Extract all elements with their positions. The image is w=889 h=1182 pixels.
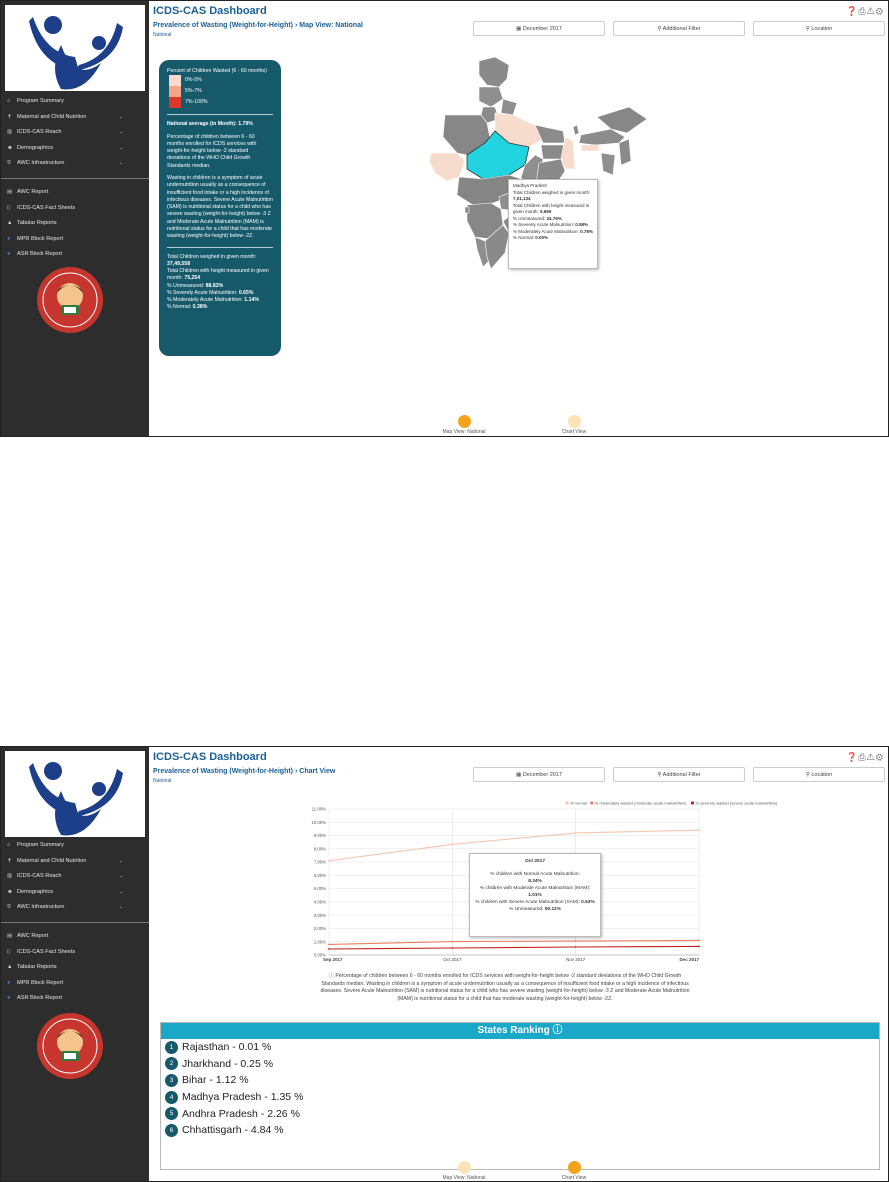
chart-view-screen [0, 746, 889, 1182]
rank-badge: 4 [165, 1091, 178, 1104]
state-assam[interactable] [579, 129, 625, 145]
settings-icon[interactable]: ⚙ [875, 752, 884, 762]
y-tick-label: 0.00% [313, 952, 326, 958]
additional-filter-button[interactable]: ⚲ Additional Filter [613, 767, 745, 782]
divider [167, 247, 273, 248]
breadcrumb-view: Chart View [299, 768, 336, 775]
data-point [575, 832, 577, 834]
inactive-view-dot [568, 415, 581, 428]
chevron-down-icon: ⌄ [118, 873, 123, 880]
stat-line: % Normal: 0.38% [167, 304, 208, 311]
map-marker-icon: ⚲ [805, 772, 812, 778]
y-tick-label: 5.00% [313, 886, 326, 892]
states-ranking-table [160, 1022, 880, 1170]
ranking-row [161, 1089, 879, 1106]
x-tick-label: Nov 2017 [566, 957, 586, 962]
state-nagaland-manipur[interactable] [619, 139, 631, 165]
rank-badge: 2 [165, 1057, 178, 1070]
tooltip-line: % children with Normal Acute Malnutrition: 8.34% [490, 871, 580, 884]
y-tick-label: 3.00% [313, 912, 326, 918]
app-title: ICDS-CAS Dashboard [153, 751, 267, 763]
calendar-icon: ▦ [516, 772, 523, 778]
stat-line: % Severely Acute Malnutrition: 0.65% [167, 289, 254, 296]
chevron-down-icon: ⌄ [118, 904, 123, 911]
header-icons [846, 752, 884, 763]
document-icon: ▯ [7, 204, 11, 211]
active-view-dot [458, 415, 471, 428]
breadcrumb-indicator[interactable]: Prevalence of Wasting (Weight-for-Height) [153, 22, 294, 29]
search-icon: ⚲ [657, 26, 663, 32]
state-meghalaya[interactable] [581, 145, 599, 151]
warning-icon: ▲ [7, 220, 13, 227]
chevron-down-icon: ⌄ [118, 857, 123, 864]
ranking-label: Chhattisgarh - 4.84 % [182, 1124, 284, 1137]
primary-nav [1, 94, 149, 263]
state-uttarakhand[interactable] [501, 99, 517, 115]
legend-marker [590, 801, 593, 804]
header-icons [846, 6, 884, 17]
map-view-toggle[interactable]: Map View: National [432, 415, 496, 435]
rank-badge: 5 [165, 1107, 178, 1120]
nav-tabular-reports[interactable]: ▲ Tabular Reports [1, 216, 149, 232]
additional-filter-button[interactable]: ⚲ Additional Filter [613, 21, 745, 36]
help-icon[interactable]: ❓ [846, 6, 859, 16]
y-tick-label: 2.00% [313, 926, 326, 932]
users-icon: ☻ [7, 888, 13, 895]
tooltip-line: % Moderately Acute Malnutrition: 0.78% [513, 228, 593, 234]
icds-logo [5, 5, 145, 91]
date-filter-button[interactable]: ▦ December 2017 [473, 767, 605, 782]
nav-awc-report[interactable]: ▤ AWC Report [1, 185, 149, 201]
inactive-view-dot [458, 1161, 471, 1174]
legend-item: 0%-5% [169, 75, 273, 86]
rank-badge: 3 [165, 1074, 178, 1087]
y-tick-label: 7.00% [313, 859, 326, 865]
location-filter-button[interactable]: ⚲ Location [753, 21, 885, 36]
national-stats [167, 254, 273, 312]
state-sikkim[interactable] [573, 125, 579, 135]
legend-item: 7%-100% [169, 97, 273, 108]
block-report-icon: ● [7, 251, 11, 258]
nav-mpr-block-report[interactable]: ● MPR Block Report [1, 976, 149, 992]
tooltip-title: Oct 2017 [524, 859, 545, 864]
chevron-down-icon: ⌄ [118, 160, 123, 167]
block-report-icon: ● [7, 979, 11, 986]
tooltip-line: % Severely Acute Malnutrition: 0.58% [513, 222, 589, 228]
state-himachal-punjab[interactable] [479, 87, 503, 107]
chevron-down-icon: ⌄ [118, 113, 123, 120]
nav-mpr-block-report[interactable]: ● MPR Block Report [1, 232, 149, 248]
stat-line: Total Children weighed in given month: 37,49,558 [167, 253, 257, 267]
tooltip-title: Madhya Pradesh [513, 183, 548, 188]
primary-nav [1, 838, 149, 1007]
data-point [698, 829, 700, 831]
report-icon: ▤ [7, 188, 13, 195]
child-icon: ✝ [7, 857, 12, 864]
legend-swatch [169, 97, 181, 108]
beti-bachao-logo [37, 1013, 103, 1079]
ranking-label: Andhra Pradesh - 2.26 % [182, 1107, 300, 1120]
home-icon: ⌂ [7, 842, 11, 848]
chevron-down-icon: ⌄ [118, 129, 123, 136]
main-content [149, 747, 888, 1181]
ranking-row [161, 1056, 879, 1073]
main-content [149, 1, 888, 436]
nav-divider [1, 178, 149, 179]
nav-demographics[interactable]: ☻ Demographics ⌄ [1, 141, 149, 157]
rank-badge: 6 [165, 1124, 178, 1137]
y-tick-label: 1.00% [313, 939, 326, 945]
tooltip-line: % Normal: 0.00% [513, 235, 549, 241]
data-point [698, 940, 700, 942]
map-marker-icon: ⚲ [805, 26, 812, 32]
nav-divider [1, 922, 149, 923]
state-jammu-kashmir[interactable] [479, 57, 509, 87]
settings-icon[interactable]: ⚙ [875, 6, 884, 16]
nav-icds-cas-reach[interactable]: ▥ ICDS-CAS Reach ⌄ [1, 125, 149, 141]
ranking-label: Jharkhand - 0.25 % [182, 1057, 274, 1070]
nav-awc-report[interactable]: ▤ AWC Report [1, 929, 149, 945]
info-icon[interactable]: ⓘ [552, 1025, 563, 1036]
child-icon: ✝ [7, 113, 12, 120]
nav-asr-block-report[interactable]: ● ASR Block Report [1, 991, 149, 1007]
chevron-down-icon: ⌄ [118, 888, 123, 895]
sidebar [1, 1, 149, 436]
ranking-row [161, 1105, 879, 1122]
data-point [575, 946, 577, 948]
ranking-row [161, 1072, 879, 1089]
ranking-label: Bihar - 1.12 % [182, 1074, 249, 1087]
tooltip-line: % Unmeasured: 90.11% [509, 906, 561, 912]
series-line [329, 940, 699, 944]
state-arunachal-pradesh[interactable] [597, 107, 647, 133]
location-subtitle: National [153, 32, 172, 38]
indicator-info-card [159, 60, 281, 356]
nav-program-summary[interactable]: ⌂ Program Summary [1, 838, 149, 854]
icds-logo [5, 751, 145, 837]
home-icon: ⌂ [7, 98, 11, 104]
tooltip-line: % Unmeasured: 34.76% [513, 215, 562, 221]
chevron-right-icon: › [294, 22, 298, 29]
tooltip-line: Total Children with height measured in given month: 9,669 [513, 202, 590, 215]
tooltip-line: % children with Moderate Acute Malnutrition (MAM): 1.01% [479, 885, 591, 898]
report-icon: ▤ [7, 932, 13, 939]
nav-program-summary[interactable]: ⌂ Program Summary [1, 94, 149, 110]
nav-fact-sheets[interactable]: ▯ ICDS-CAS Fact Sheets [1, 945, 149, 961]
y-tick-label: 6.00% [313, 872, 326, 878]
divider [167, 114, 273, 115]
state-mizoram-tripura[interactable] [601, 153, 615, 175]
alert-icon[interactable]: ⚠ [866, 752, 876, 762]
data-point [328, 860, 330, 862]
national-average: National average (in Month): 1.79% [167, 121, 253, 128]
breadcrumb-indicator[interactable]: Prevalence of Wasting (Weight-for-Height) [153, 768, 294, 775]
print-icon[interactable]: ⎙ [858, 752, 867, 762]
legend-marker [565, 801, 568, 804]
chart-view-toggle[interactable]: Chart View [551, 1161, 597, 1181]
document-icon: ▯ [7, 948, 11, 955]
bar-chart-icon: ▥ [7, 129, 13, 136]
x-tick-label: Oct 2017 [443, 957, 462, 962]
chevron-down-icon: ⌄ [118, 144, 123, 151]
nav-asr-block-report[interactable]: ● ASR Block Report [1, 247, 149, 263]
chart-tooltip [469, 853, 601, 937]
breadcrumb [153, 22, 363, 29]
x-tick-label: Dec 2017 [679, 957, 699, 962]
rank-badge: 1 [165, 1041, 178, 1054]
map-marker-icon: ⚲ [7, 160, 12, 167]
legend-label: % moderately wasted (moderate acute malnutrition) [594, 800, 687, 806]
nav-awc-infrastructure[interactable]: ⚲ AWC Infrastructure ⌄ [1, 156, 149, 172]
legend-title: Percent of Children Wasted (6 - 60 months) [167, 68, 267, 74]
block-report-icon: ● [7, 235, 11, 242]
ranking-label: Madhya Pradesh - 1.35 % [182, 1091, 304, 1104]
ranking-header: States Ranking ⓘ [161, 1023, 879, 1039]
x-tick-label: Sep 2017 [323, 957, 343, 962]
block-report-icon: ● [7, 995, 11, 1002]
stat-line: % Unmeasured: 88.83% [167, 282, 224, 289]
alert-icon[interactable]: ⚠ [866, 6, 876, 16]
search-icon: ⚲ [657, 772, 663, 778]
y-tick-label: 10.00% [311, 819, 326, 825]
print-icon[interactable]: ⎙ [858, 6, 867, 16]
bar-chart-icon: ▥ [7, 873, 13, 880]
info-icon: ⓘ [328, 973, 336, 979]
location-subtitle: National [153, 778, 172, 784]
sidebar [1, 747, 149, 1181]
data-point [328, 943, 330, 945]
data-point [575, 940, 577, 942]
nav-awc-infrastructure[interactable]: ⚲ AWC Infrastructure ⌄ [1, 900, 149, 916]
map-view-screen [0, 0, 889, 437]
calendar-icon: ▦ [516, 26, 523, 32]
data-point [698, 945, 700, 947]
breadcrumb-view: Map View: National [299, 22, 363, 29]
state-goa[interactable] [465, 207, 469, 213]
nav-maternal-child-nutrition[interactable]: ✝ Maternal and Child Nutrition ⌄ [1, 110, 149, 126]
ranking-row [161, 1039, 879, 1056]
y-tick-label: 4.00% [313, 899, 326, 905]
chart-view-toggle[interactable]: Chart View [551, 415, 597, 435]
beti-bachao-logo [37, 267, 103, 333]
stat-line: % Moderately Acute Malnutrition: 1.14% [167, 297, 260, 304]
y-tick-label: 11.00% [311, 806, 326, 812]
legend-marker [691, 801, 694, 804]
date-filter-button[interactable]: ▦ December 2017 [473, 21, 605, 36]
help-icon[interactable]: ❓ [846, 752, 859, 762]
stat-line: Total Children with height measured in given month: 75,254 [167, 268, 269, 282]
map-view-toggle[interactable]: Map View: National [432, 1161, 496, 1181]
active-view-dot [568, 1161, 581, 1174]
y-tick-label: 9.00% [313, 833, 326, 839]
warning-icon: ▲ [7, 964, 13, 971]
state-tooltip [508, 179, 598, 269]
nav-demographics[interactable]: ☻ Demographics ⌄ [1, 885, 149, 901]
users-icon: ☻ [7, 144, 13, 151]
data-point [451, 843, 453, 845]
legend-swatch [169, 86, 181, 97]
legend-swatch [169, 75, 181, 86]
data-point [451, 941, 453, 943]
series-line [329, 946, 699, 949]
legend-label: % normal [570, 800, 587, 806]
app-title: ICDS-CAS Dashboard [153, 5, 267, 17]
nav-fact-sheets[interactable]: ▯ ICDS-CAS Fact Sheets [1, 201, 149, 217]
chart-description: ⓘ Percentage of children between 6 - 60 months enrolled for ICDS services with weight-for-height below -2 standard deviations of the WHO Child Growth Standards median. Wasting in children is a symptom of acute undernutrition usually as a consequence of insufficient food intake or a high incidence of infectious diseases. Severe Acute Malnutrition (SAM) is nutritional status for a child who has severe wasting (weight-for-height) below -3 Z and Moderate Acute Malnutrition (MAM) is nutritional status for a child that has moderate wasting (weight-for-height) below -2Z. [320, 973, 690, 1002]
data-point [328, 948, 330, 950]
breadcrumb [153, 768, 335, 775]
indicator-definition: Percentage of children between 6 - 60 months enrolled for ICDS services with weight-for-height below -2 standard deviations of the WHO Child Growth Standards median. [167, 133, 257, 169]
ranking-row [161, 1122, 879, 1139]
tooltip-line: % children with Severe Acute Malnutrition (SAM): 0.53% [475, 899, 595, 905]
ranking-label: Rajasthan - 0.01 % [182, 1041, 272, 1054]
legend-item: 5%-7% [169, 86, 273, 97]
nav-tabular-reports[interactable]: ▲ Tabular Reports [1, 960, 149, 976]
tooltip-line: Total Children weighed in given month: 7,01,134 [513, 189, 591, 202]
data-point [451, 947, 453, 949]
indicator-explanation: Wasting in children is a symptom of acute undernutrition usually as a consequence of insufficient food intake or a high incidence of infectious diseases. Severe Acute Malnutrition (SAM) is nutritional status for a child who has severe wasting (weight-for-height) below -3 Z and Moderate Acute Malnutrition (MAM) is nutritional status for a child that has moderate wasting (weight-for-height) below -2Z. [167, 174, 273, 240]
legend-label: % severely wasted (severe acute malnutrition) [695, 800, 778, 806]
nav-maternal-child-nutrition[interactable]: ✝ Maternal and Child Nutrition ⌄ [1, 854, 149, 870]
chevron-right-icon: › [294, 768, 298, 775]
y-tick-label: 8.00% [313, 846, 326, 852]
map-marker-icon: ⚲ [7, 904, 12, 911]
location-filter-button[interactable]: ⚲ Location [753, 767, 885, 782]
nav-icds-cas-reach[interactable]: ▥ ICDS-CAS Reach ⌄ [1, 869, 149, 885]
